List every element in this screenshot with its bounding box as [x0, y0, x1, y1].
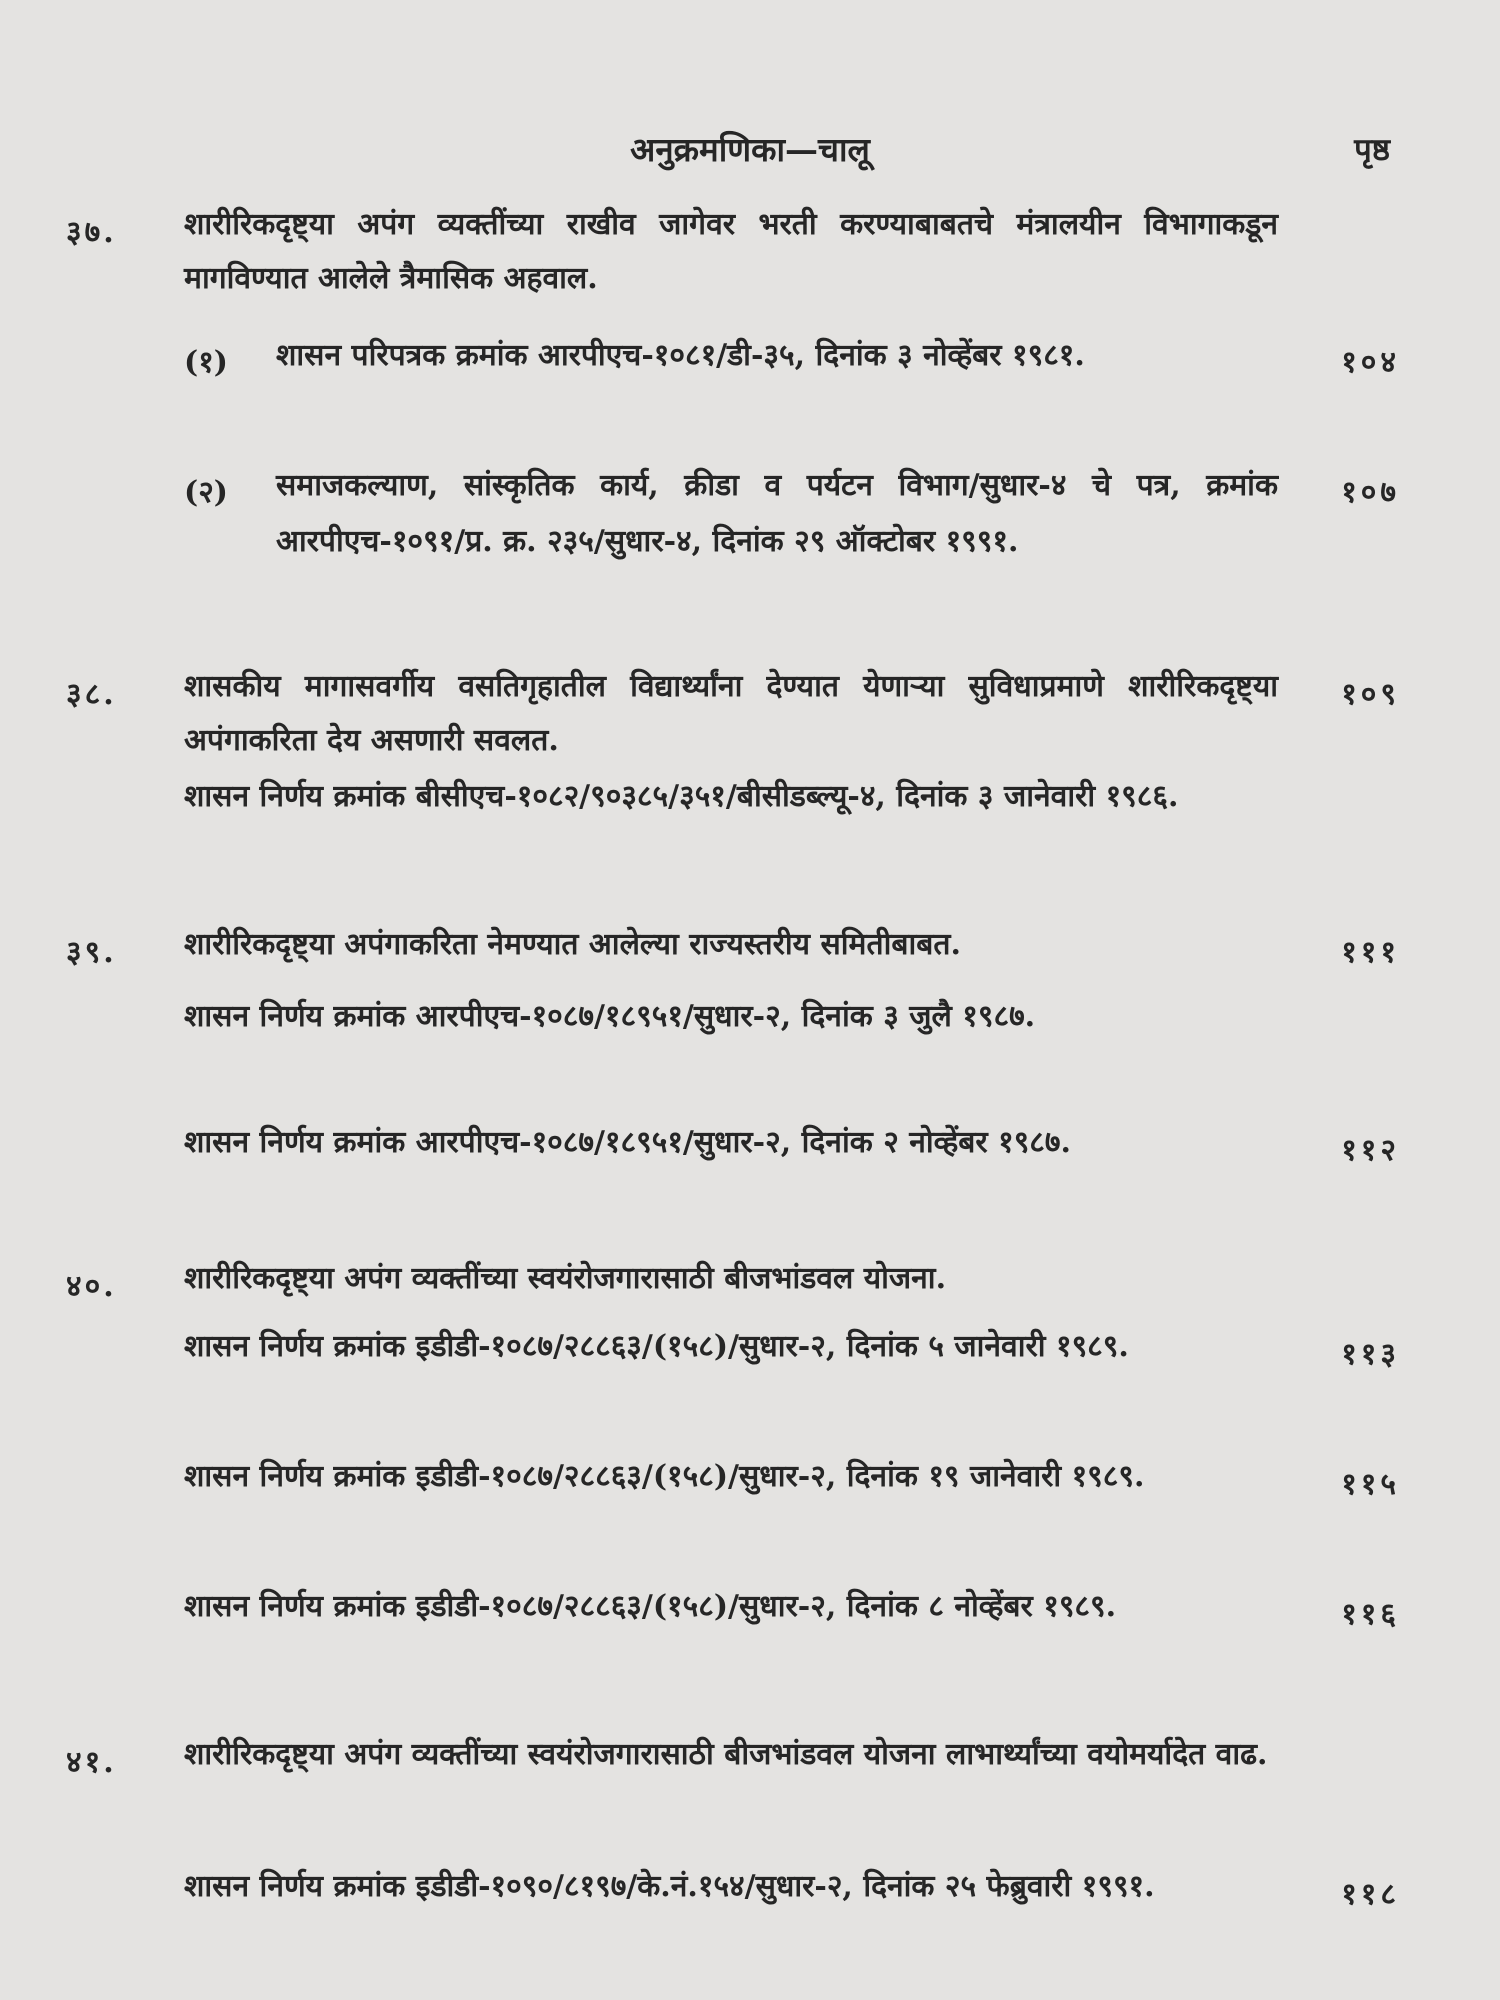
entry-title: शारीरिकदृष्ट्या अपंगाकरिता नेमण्यात आलेल्या राज्यस्तरीय समितीबाबत. — [184, 927, 961, 962]
sub-entry-text: समाजकल्याण, सांस्कृतिक कार्य, क्रीडा व पर्यटन विभाग/सुधार-४ चे पत्र, क्रमांक आरपीएच-१०९१/प्र. क्र. २३५/सुधार-४, दिनांक २९ ऑक्टोबर १९९१. — [276, 468, 1278, 559]
page-number: ११३ — [1341, 1337, 1400, 1372]
entry-number: ४१. — [66, 1745, 117, 1780]
entry-number: ४०. — [66, 1269, 117, 1304]
sub-entry-text: शासन परिपत्रक क्रमांक आरपीएच-१०८१/डी-३५, दिनांक ३ नोव्हेंबर १९८१. — [276, 338, 1085, 373]
order-text: शासन निर्णय क्रमांक आरपीएच-१०८७/१८९५१/सुधार-२, दिनांक ३ जुलै १९८७. — [184, 999, 1036, 1034]
entry-number: ३७. — [66, 215, 117, 250]
page-number: १०७ — [1341, 475, 1400, 510]
order-text: शासन निर्णय क्रमांक इडीडी-१०९०/८१९७/के.नं.१५४/सुधार-२, दिनांक २५ फेब्रुवारी १९९१. — [184, 1869, 1155, 1904]
entry-title: शारीरिकदृष्ट्या अपंग व्यक्तींच्या स्वयंरोजगारासाठी बीजभांडवल योजना. — [184, 1261, 947, 1296]
page-number: ११६ — [1341, 1597, 1400, 1632]
page-number: ११८ — [1341, 1877, 1400, 1912]
sub-entry-label: (१) — [184, 345, 228, 380]
entry-number: ३८. — [66, 677, 117, 712]
page-number: १११ — [1341, 935, 1400, 970]
page-number: १०४ — [1341, 345, 1400, 380]
entry-title: शारीरिकदृष्ट्या अपंग व्यक्तींच्या राखीव जागेवर भरती करण्याबाबतचे मंत्रालयीन विभागाकडून मागविण्यात आलेले त्रैमासिक अहवाल. — [184, 207, 1278, 296]
entry-title: शारीरिकदृष्ट्या अपंग व्यक्तींच्या स्वयंरोजगारासाठी बीजभांडवल योजना लाभार्थ्यांच्या वयोमर्यादेत वाढ. — [184, 1737, 1268, 1772]
page-number: ११५ — [1341, 1467, 1400, 1502]
sub-entry-label: (२) — [184, 475, 228, 510]
page-column-label: पृष्ठ — [1354, 132, 1390, 168]
order-text: शासन निर्णय क्रमांक इडीडी-१०८७/२८८६३/(१५८)/सुधार-२, दिनांक १९ जानेवारी १९८९. — [184, 1459, 1145, 1494]
entry-number: ३९. — [66, 935, 117, 970]
page-number: ११२ — [1341, 1133, 1400, 1168]
order-text: शासन निर्णय क्रमांक बीसीएच-१०८२/९०३८५/३५१/बीसीडब्ल्यू-४, दिनांक ३ जानेवारी १९८६. — [184, 779, 1179, 814]
entry-title: शासकीय मागासवर्गीय वसतिगृहातील विद्यार्थ्यांना देण्यात येणाऱ्या सुविधाप्रमाणे शारीरिकदृष्ट्या अपंगाकरिता देय असणारी सवलत. — [184, 669, 1278, 758]
page-title: अनुक्रमणिका—चालू — [630, 130, 870, 169]
order-text: शासन निर्णय क्रमांक आरपीएच-१०८७/१८९५१/सुधार-२, दिनांक २ नोव्हेंबर १९८७. — [184, 1125, 1071, 1160]
page-number: १०९ — [1341, 677, 1400, 712]
order-text: शासन निर्णय क्रमांक इडीडी-१०८७/२८८६३/(१५८)/सुधार-२, दिनांक ८ नोव्हेंबर १९८९. — [184, 1589, 1117, 1624]
order-text: शासन निर्णय क्रमांक इडीडी-१०८७/२८८६३/(१५८)/सुधार-२, दिनांक ५ जानेवारी १९८९. — [184, 1329, 1129, 1364]
